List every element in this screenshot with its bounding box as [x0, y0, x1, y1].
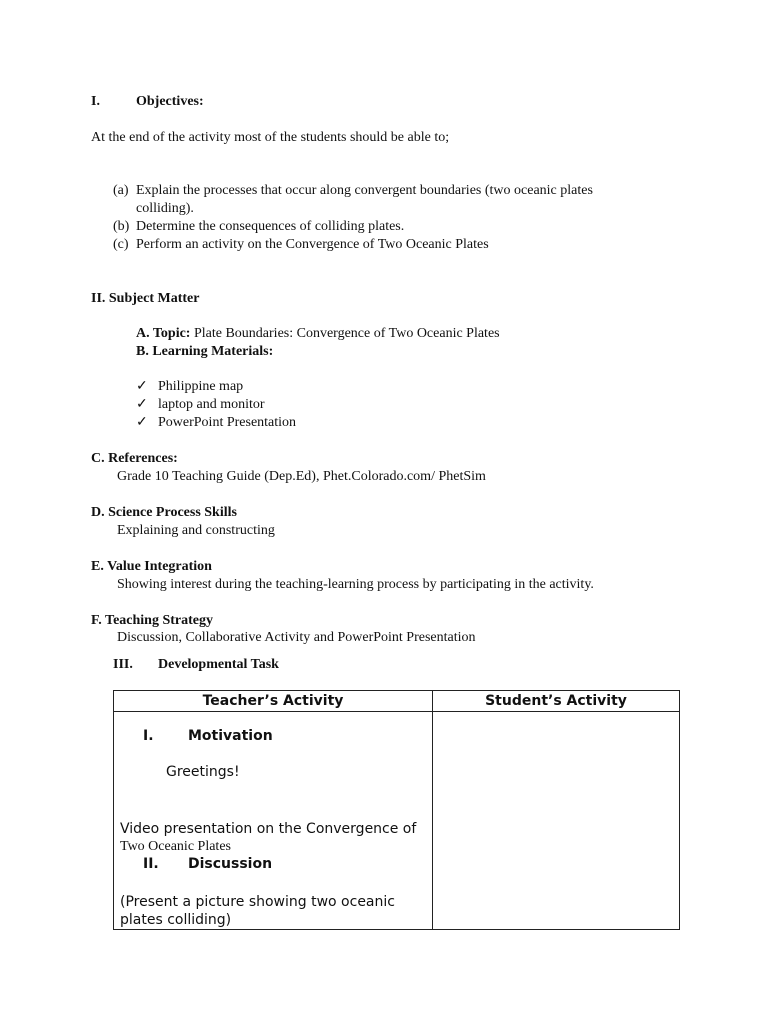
strategy-value: Discussion, Collaborative Activity and PowerPoint Presentation [117, 630, 476, 645]
references-label: C. References: [91, 451, 178, 466]
objective-text: Determine the consequences of colliding plates. [136, 219, 405, 234]
list-item [136, 396, 265, 414]
objective-marker: (b) [113, 219, 130, 234]
checkmark-icon: ✓ [136, 379, 148, 394]
topic-value: Plate Boundaries: Convergence of Two Oceanic Plates [193, 326, 500, 341]
strategy-label: F. Teaching Strategy [91, 613, 213, 628]
video-text-continued: Two Oceanic Plates [120, 839, 231, 854]
material-text: Philippine map [158, 379, 244, 394]
objective-text: Explain the processes that occur along convergent boundaries (two oceanic plates [136, 183, 593, 198]
skills-label: D. Science Process Skills [91, 505, 237, 520]
value-integration-value: Showing interest during the teaching-learning process by participating in the activity. [117, 577, 594, 592]
list-item [136, 414, 296, 432]
video-text: Video presentation on the Convergence of [120, 821, 417, 837]
objective-marker: (a) [113, 183, 129, 198]
value-integration-label: E. Value Integration [91, 559, 212, 574]
objective-text: Perform an activity on the Convergence of Two Oceanic Plates [136, 237, 489, 252]
discussion-numeral: II. [143, 856, 159, 872]
section-heading-objectives: Objectives: [136, 94, 204, 109]
section-heading-developmental-task: Developmental Task [158, 657, 279, 672]
skills-value: Explaining and constructing [117, 523, 275, 538]
greetings-text: Greetings! [166, 764, 240, 780]
objective-text-continued: colliding). [136, 201, 194, 216]
checkmark-icon: ✓ [136, 415, 148, 430]
teacher-activity-cell [114, 712, 433, 930]
picture-instruction-continued: plates colliding) [120, 912, 232, 928]
list-item [136, 378, 243, 396]
topic-line [136, 325, 500, 343]
developmental-task-table [113, 690, 680, 930]
discussion-heading: Discussion [188, 856, 273, 872]
student-activity-header: Student’s Activity [433, 691, 680, 712]
materials-label: B. Learning Materials: [136, 344, 274, 359]
motivation-heading: Motivation [188, 728, 273, 744]
objective-marker: (c) [113, 237, 129, 252]
checkmark-icon: ✓ [136, 397, 148, 412]
objectives-intro: At the end of the activity most of the students should be able to; [91, 130, 450, 145]
section-numeral: III. [113, 657, 133, 672]
table-header-row [114, 691, 680, 712]
section-numeral: I. [91, 94, 100, 109]
teacher-activity-header: Teacher’s Activity [114, 691, 433, 712]
references-value: Grade 10 Teaching Guide (Dep.Ed), Phet.Colorado.com/ PhetSim [117, 469, 486, 484]
table-row [114, 712, 680, 930]
section-heading-subject-matter: II. Subject Matter [91, 291, 200, 306]
motivation-numeral: I. [143, 728, 154, 744]
material-text: PowerPoint Presentation [158, 415, 297, 430]
material-text: laptop and monitor [158, 397, 265, 412]
student-activity-cell [433, 712, 680, 930]
picture-instruction: (Present a picture showing two oceanic [120, 894, 395, 910]
topic-label: A. Topic: [136, 326, 191, 341]
